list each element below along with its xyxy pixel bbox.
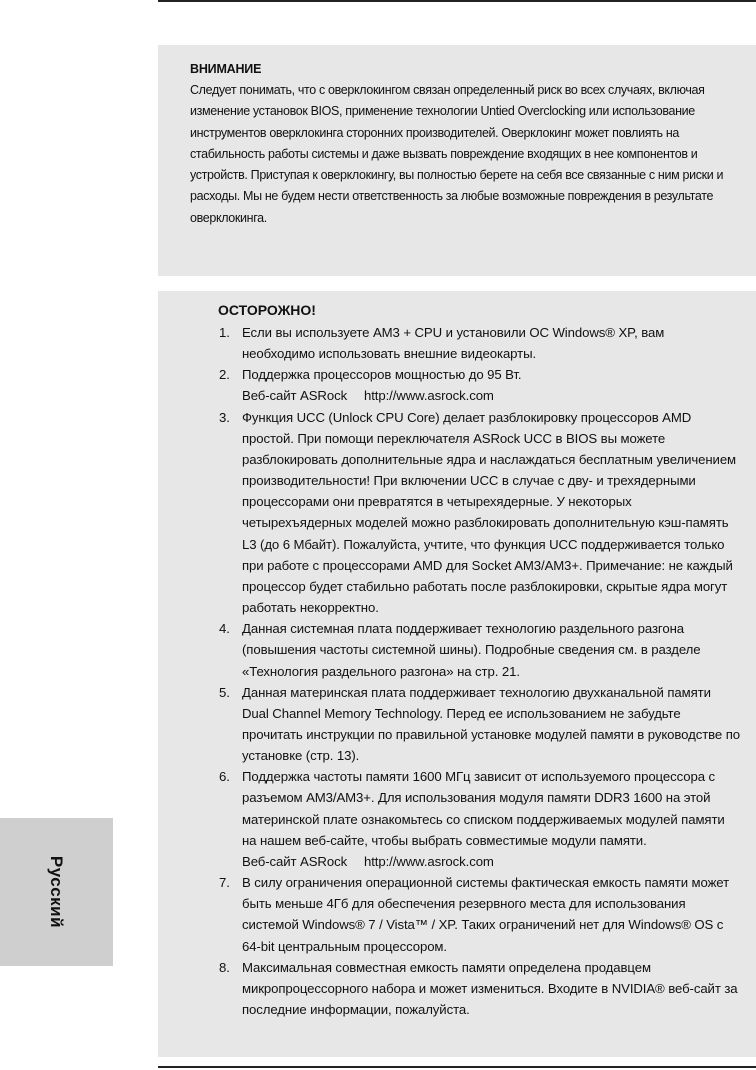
item-number: 1.: [219, 325, 230, 340]
caution-item-6: [218, 766, 740, 872]
website-line: [242, 385, 740, 406]
item-text: Функция UCC (Unlock CPU Core) делает разблокировку процессоров AMD простой. При помощи переключателя ASRock UCC в BIOS вы можете разблокировать дополнительные ядра и наслаждаться бесплатным увеличением производительности! При включении UCC в случае с дву- и трехядерными процессорами они превратятся в четырехядерные. У некоторых четырехъядерных моделей можно разблокировать дополнительную кэш-память L3 (до 6 Мбайт). Пожалуйста, учтите, что функция UCC поддерживается только при работе с процессорами AMD для Socket AM3/AM3+. Примечание: не каждый процессор будет стабильно работать после разблокировки, скрытые ядра могут работать некорректно.: [242, 409, 737, 616]
warning-box: [158, 45, 756, 276]
caution-item-3: [218, 407, 740, 619]
item-number: 5.: [219, 684, 230, 700]
caution-item-4: [218, 618, 740, 681]
item-number: 4.: [219, 621, 230, 637]
caution-item-8: [218, 957, 740, 1020]
website-label: Веб-сайт ASRock: [242, 388, 348, 404]
caution-item-7: [218, 872, 740, 957]
item-number: 2.: [219, 367, 230, 383]
item-number: 3.: [219, 409, 230, 425]
item-text: Данная материнская плата поддерживает технологию двухканальной памяти Dual Channel Memory Technology. Перед ее использованием не забудьте прочитать инструкции по правильной установке модулей памяти в руководстве по установке (стр. 13).: [242, 684, 740, 764]
website-line: [242, 851, 740, 872]
warning-text: Следует понимать, что с оверклокингом связан определенный риск во всех случаях, включая изменение установок BIOS, применение технологии Untied Overclocking или использование инструментов оверклокинга сторонних производителей. Оверклокинг может повлиять на стабильность работы системы и даже вызвать повреждение входящих в нее компонентов и устройств. Приступая к оверклокингу, вы полностью берете на себя все связанные с ним риски и расходы. Мы не будем нести ответственность за любые возможные повреждения в результате оверклокинга.: [190, 83, 724, 225]
warning-title: ВНИМАНИЕ: [190, 62, 262, 76]
website-link[interactable]: http://www.asrock.com: [364, 853, 494, 869]
bottom-rule: [158, 1066, 756, 1068]
top-rule: [158, 0, 756, 2]
item-text: Данная системная плата поддерживает технологию раздельного разгона (повышения частоты системной шины). Подробные сведения см. в разделе «Технология раздельного разгона» на стр. 21.: [242, 621, 701, 679]
caution-box: [158, 291, 756, 1057]
item-text: Если вы используете AM3 + CPU и установили ОС Windows® XP, вам необходимо использовать внешние видеокарты.: [242, 325, 665, 362]
item-number: 8.: [219, 959, 230, 975]
item-number: 7.: [219, 875, 230, 891]
caution-list: [218, 322, 740, 1020]
item-text: Поддержка частоты памяти 1600 МГц зависит от используемого процессора с разъемом AM3/AM3+. Для использования модуля памяти DDR3 1600 на этой материнской плате ознакомьтесь со списком поддерживаемых модулей памяти на нашем веб-сайте, чтобы выбрать совместимые модули памяти.: [242, 769, 725, 848]
caution-item-5: [218, 682, 740, 767]
caution-item-1: [218, 322, 740, 364]
language-tab: [0, 818, 113, 966]
website-link[interactable]: http://www.asrock.com: [364, 388, 494, 404]
item-text: Максимальная совместная емкость памяти определена продавцем микропроцессорного набора и может измениться. Входите в NVIDIA® веб-сайт за последние информации, пожалуйста.: [242, 959, 738, 1017]
item-text: Поддержка процессоров мощностью до 95 Вт.: [242, 367, 522, 383]
item-number: 6.: [219, 769, 230, 785]
website-label: Веб-сайт ASRock: [242, 853, 348, 869]
caution-item-2: [218, 364, 740, 406]
caution-title: ОСТОРОЖНО!: [218, 302, 316, 318]
item-text: В силу ограничения операционной системы фактическая емкость памяти может быть меньше 4Гб для обеспечения резервного места для использования системой Windows® 7 / Vista™ / XP. Таких ограничений нет для Windows® OS с 64-bit центральным процессором.: [242, 875, 730, 954]
language-label: Русский: [47, 855, 66, 929]
